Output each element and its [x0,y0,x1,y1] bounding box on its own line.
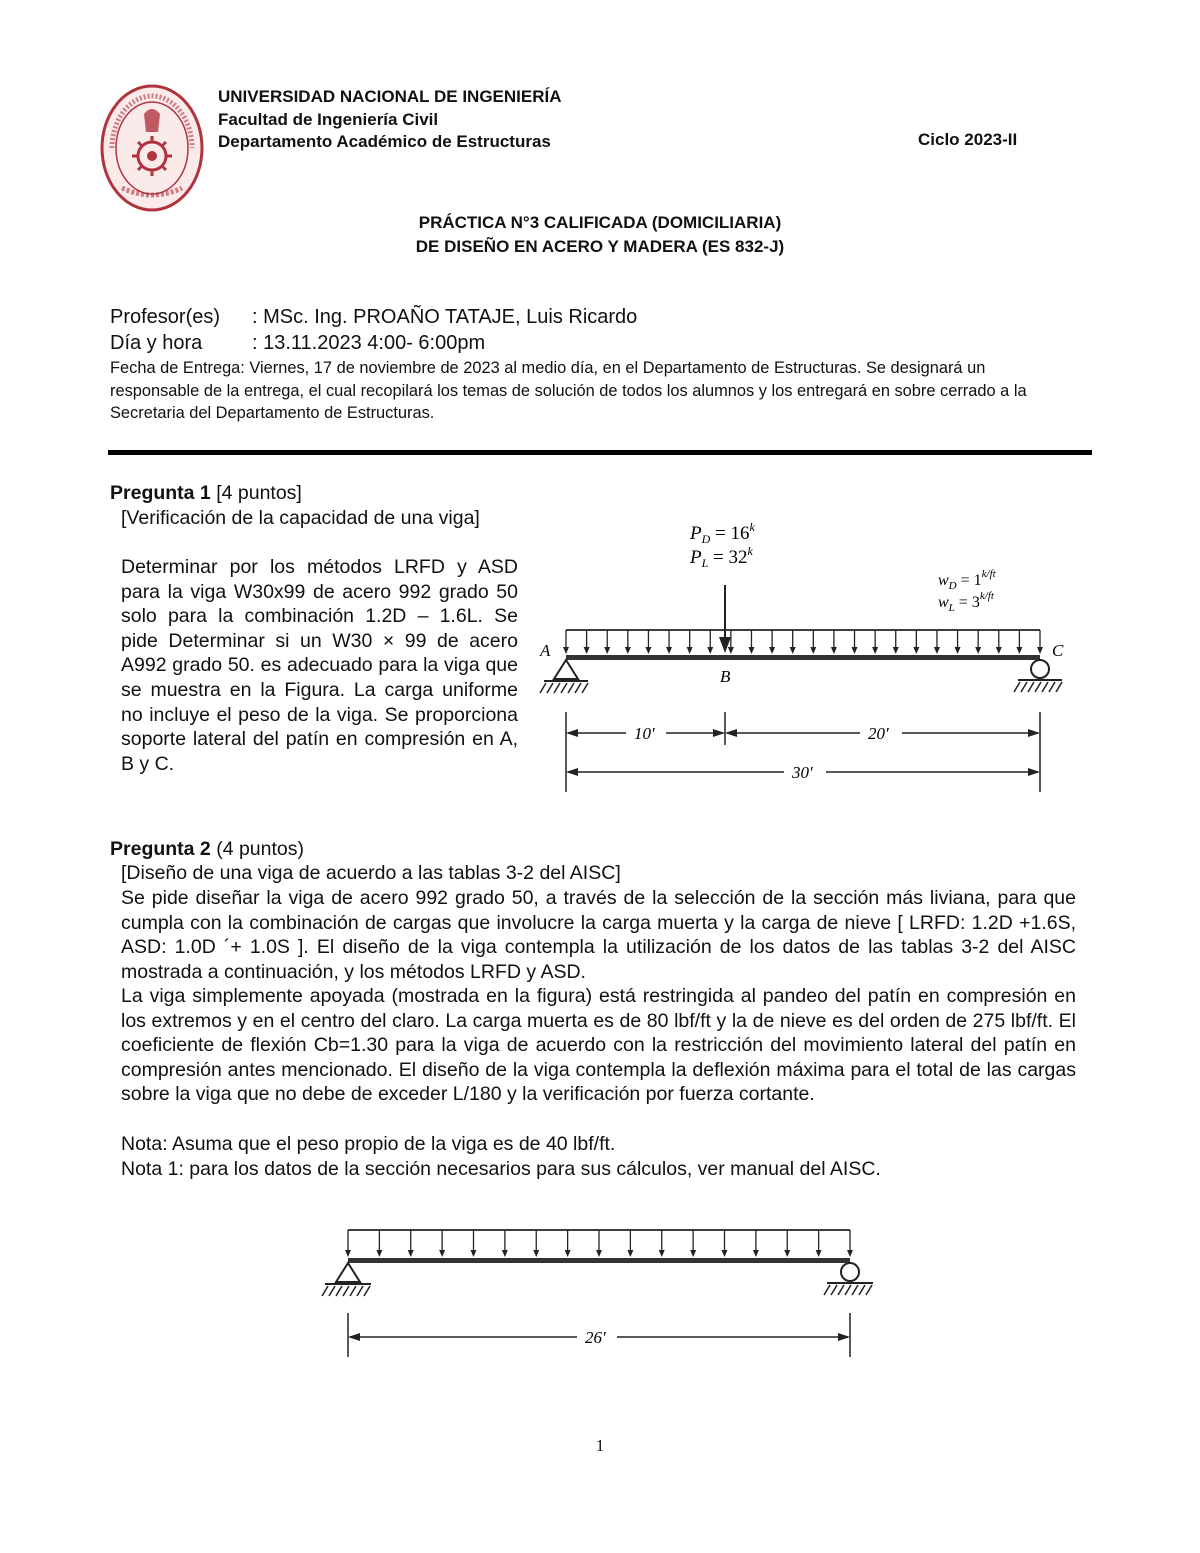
question-2-heading [110,837,304,862]
load-arrowhead [1037,647,1043,654]
question-1-points: [4 puntos] [216,482,302,504]
university-seal-logo [100,84,204,212]
professor-label: Profesor(es) [110,306,221,328]
load-arrowhead [748,647,754,654]
load-arrowhead [975,647,981,654]
load-arrowhead [934,647,940,654]
question-1-heading [110,481,302,506]
load-arrowhead [596,1250,602,1257]
load-arrowhead [996,647,1002,654]
load-arrowhead [687,647,693,654]
load-arrowhead [604,647,610,654]
load-arrowhead [533,1250,539,1257]
load-arrowhead [728,647,734,654]
distributed-load-arrows [345,1230,853,1257]
question-1-beam-figure [530,515,1090,805]
load-arrowhead [816,1250,822,1257]
load-arrowhead [584,647,590,654]
question-1-body: Determinar por los métodos LRFD y ASD para la viga W30x99 de acero 992 grado 50 solo para la combinación 1.2D – 1.6L. Se pide Determinar si un W30 × 99 de acero A992 grado 50. es adecuado para la viga que se muestra en la Figura. La carga uniforme no incluye el peso de la viga. Se proporciona soporte lateral del patín en compresión en A, B y C. [121,556,518,775]
point-c-label: C [1052,641,1064,660]
pin-support-a [540,660,588,693]
live-distributed-load-label: $w_L = 3^{k/ft}$ [938,590,994,614]
load-arrowhead [439,1250,445,1257]
faculty-name: Facultad de Ingeniería Civil [218,109,439,129]
date-line [110,332,485,355]
section-divider [108,450,1092,455]
load-arrowhead [893,647,899,654]
load-arrowhead [408,1250,414,1257]
question-2-paragraph-1: Se pide diseñar la viga de acero 992 grado 50, a través de la selección de la sección más liviana, para que cumpla con la combinación de cargas que involucre la carga muerta y la carga de nieve [ LRFD: 1.2D +1.6S, ASD: 1.0D ´+ 1.0S ]. El diseño de la viga contempla la utilización de los datos de las tablas 3-2 del AISC mostrada a continuación, y los métodos LRFD y ASD. [121,887,1076,983]
load-arrowhead [707,647,713,654]
question-2-note-1: Nota 1: para los datos de la sección necesarios para sus cálculos, ver manual del AISC. [121,1158,881,1180]
load-arrowhead [769,647,775,654]
span-dimension-label: 26′ [585,1328,606,1347]
department-name: Departamento Académico de Estructuras [218,132,551,151]
university-name: UNIVERSIDAD NACIONAL DE INGENIERÍA [218,87,562,106]
cycle-label: Ciclo 2023-II [918,130,1018,149]
load-arrowhead [659,1250,665,1257]
load-arrowhead [753,1250,759,1257]
question-2-subtitle: [Diseño de una viga de acuerdo a las tablas 3-2 del AISC] [121,862,621,884]
dimension-total-label: 30′ [792,763,813,782]
load-arrowhead [847,1250,853,1257]
professor-value: : MSc. Ing. PROAÑO TATAJE, Luis Ricardo [252,306,638,328]
point-b-label: B [720,667,731,686]
load-arrowhead [502,1250,508,1257]
load-arrowhead [563,647,569,654]
load-arrowhead [913,647,919,654]
question-2-beam-figure [315,1215,895,1365]
question-2-paragraph-2: La viga simplemente apoyada (mostrada en la figura) está restringida al pandeo del patín en compresión en los extremos y en el centro del claro. La carga muerta es de 80 lbf/ft y la de nieve es del orden de 275 lbf/ft. El coeficiente de flexión Cb=1.30 para la viga de acuerdo con la restricción del movimiento lateral del patín en compresión antes mencionado. El diseño de la viga contempla la deflexión máxima para el total de las cargas sobre la viga que no debe de exceder L/180 y la verificación por fuerza cortante. [121,985,1076,1106]
question-1-subtitle: [Verificación de la capacidad de una viga] [121,507,480,529]
point-load-arrow [719,585,731,653]
load-arrowhead [345,1250,351,1257]
question-1-label: Pregunta 1 [110,482,211,504]
institution-header [218,86,562,154]
question-2-note: Nota: Asuma que el peso propio de la viga es de 40 lbf/ft. [121,1133,616,1155]
pin-support-left [322,1263,371,1296]
load-arrowhead [955,647,961,654]
beam [566,655,1040,660]
beam [348,1258,850,1263]
dimension-bc-label: 20′ [868,724,889,743]
load-arrowhead [784,1250,790,1257]
dead-point-load-label: $P_D = 16^k$ [690,520,755,546]
professor-line [110,306,637,329]
load-arrowhead [810,647,816,654]
date-value: : 13.11.2023 4:00- 6:00pm [252,332,486,354]
load-arrowhead [625,647,631,654]
dead-distributed-load-label: $w_D = 1^{k/ft}$ [938,568,996,592]
load-arrowhead [1016,647,1022,654]
load-arrowhead [790,647,796,654]
date-label: Día y hora [110,332,203,354]
live-point-load-label: $P_L = 32^k$ [690,544,753,570]
load-arrowhead [666,647,672,654]
delivery-note: Fecha de Entrega: Viernes, 17 de noviembre de 2023 al medio día, en el Departamento de Estructuras. Se designará un responsable de la entrega, el cual recopilará los temas de solución de todos los alumnos y los entregará en sobre cerrado a la Secretaria del Departamento de Estructuras. [110,359,1027,422]
dimension-ab-label: 10′ [634,724,655,743]
load-arrowhead [690,1250,696,1257]
page-number: 1 [595,1436,605,1455]
load-arrowhead [645,647,651,654]
load-arrowhead [565,1250,571,1257]
roller-support-right [824,1263,873,1295]
load-arrowhead [376,1250,382,1257]
question-2-points: (4 puntos) [216,838,305,860]
load-arrowhead [831,647,837,654]
load-arrowhead [471,1250,477,1257]
load-arrowhead [872,647,878,654]
load-arrowhead [722,1250,728,1257]
document-subtitle: DE DISEÑO EN ACERO Y MADERA (ES 832-J) [415,237,785,256]
distributed-load-arrows [563,630,1043,654]
point-a-label: A [540,641,551,660]
roller-support-c [1014,660,1062,692]
document-title: PRÁCTICA N°3 CALIFICADA (DOMICILIARIA) [418,213,782,232]
question-2-label: Pregunta 2 [110,838,211,860]
load-arrowhead [852,647,858,654]
load-arrowhead [627,1250,633,1257]
